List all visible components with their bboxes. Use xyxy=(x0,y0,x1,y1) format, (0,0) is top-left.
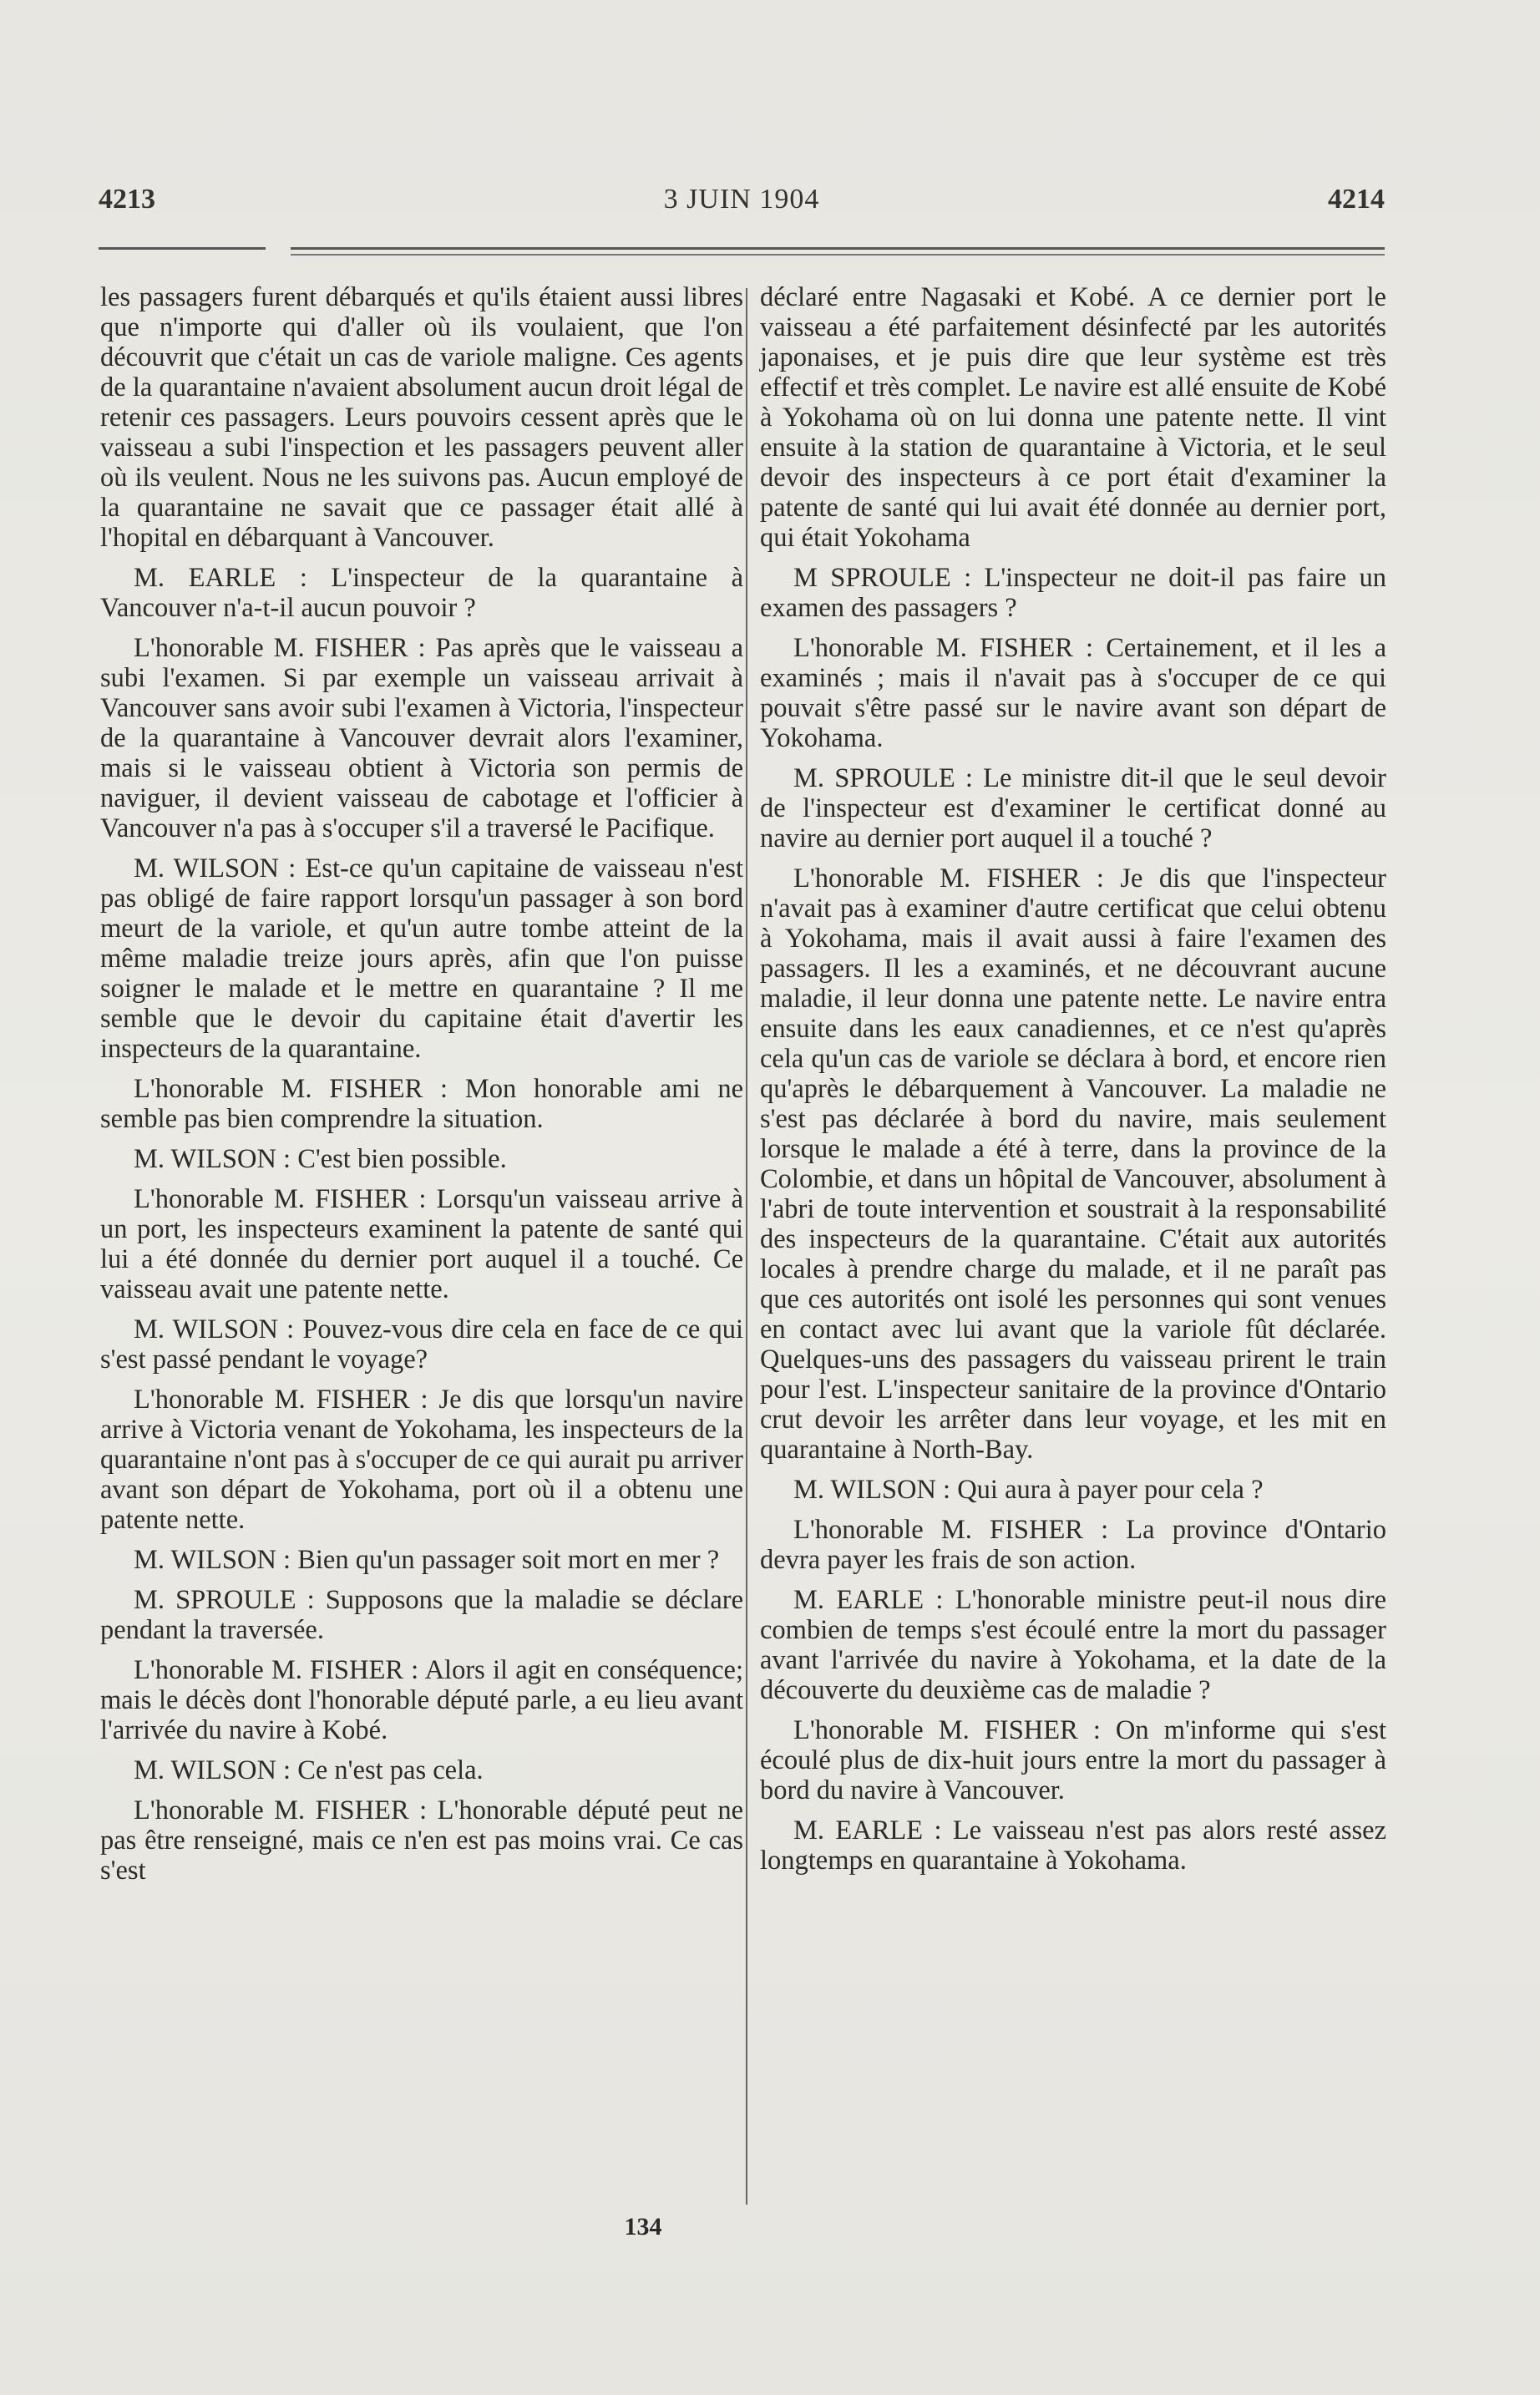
column-divider xyxy=(746,288,747,2205)
paragraph: L'honorable M. FISHER : Je dis que l'inspecteur n'avait pas à examiner d'autre certificat que celui obtenu à Yokohama, mais il avait aussi à faire l'examen des passagers. Il les a examinés, et ne découvrant aucune maladie, il leur donna une patente nette. Le navire entra ensuite dans les eaux canadiennes, et ce n'est qu'après cela qu'un cas de variole se déclara à bord, et encore rien qu'après le débarquement à Vancouver. La maladie ne s'est pas déclarée à bord du navire, mais seulement lorsque le malade a été à terre, dans la province de la Colombie, et dans un hôpital de Vancouver, absolument à l'abri de toute intervention et soustrait à la responsabilité des inspecteurs de la quarantaine. C'était aux autorités locales à prendre charge du malade, et il ne paraît pas que ces autorités ont isolé les personnes qui sont venues en contact avec lui avant que la variole fût déclarée. Quelques-uns des passagers du vaisseau prirent le train pour l'est. L'inspecteur sanitaire de la province d'Ontario crut devoir les arrêter dans leur voyage, et les mit en quarantaine à North-Bay. xyxy=(760,863,1386,1465)
paragraph: M. EARLE : L'honorable ministre peut-il nous dire combien de temps s'est écoulé entre la mort du passager avant l'arrivée du navire à Yokohama, et la date de la découverte du deuxième cas de maladie ? xyxy=(760,1585,1386,1705)
paragraph: L'honorable M. FISHER : Je dis que lorsqu'un navire arrive à Victoria venant de Yokohama, les inspecteurs de la quarantaine n'ont pas à s'occuper de ce qui aurait pu arriver avant son départ de Yokohama, port où il a obtenu une patente nette. xyxy=(100,1385,743,1535)
paragraph: M. WILSON : Bien qu'un passager soit mort en mer ? xyxy=(134,1545,720,1575)
paragraph: M SPROULE : L'inspecteur ne doit-il pas faire un examen des passagers ? xyxy=(760,563,1386,623)
paragraph: M. SPROULE : Supposons que la maladie se déclare pendant la traversée. xyxy=(100,1585,743,1645)
page-header xyxy=(99,184,1385,234)
paragraph: déclaré entre Nagasaki et Kobé. A ce dernier port le vaisseau a été parfaitement désinfecté par les autorités japonaises, et je puis dire que leur système est très effectif et très complet. Le navire est allé ensuite de Kobé à Yokohama où on lui donna une patente nette. Il vint ensuite à la station de quarantaine à Victoria, et le seul devoir des inspecteurs à ce port était d'examiner la patente de santé qui lui avait été donnée au dernier port, qui était Yokohama xyxy=(760,282,1386,553)
paragraph: L'honorable M. FISHER : Pas après que le vaisseau a subi l'examen. Si par exemple un vaisseau arrivait à Vancouver sans avoir subi l'examen à Victoria, l'inspecteur de la quarantaine à Vancouver devrait alors l'examiner, mais si le vaisseau obtient à Victoria son permis de naviguer, il devient vaisseau de cabotage et l'officier à Vancouver n'a pas à s'occuper s'il a traversé le Pacifique. xyxy=(100,633,743,843)
folio-number: 134 xyxy=(624,2213,662,2241)
header-rule-long xyxy=(291,247,1385,250)
paragraph: M. WILSON : Pouvez-vous dire cela en face de ce qui s'est passé pendant le voyage? xyxy=(100,1314,743,1375)
paragraph: M. SPROULE : Le ministre dit-il que le seul devoir de l'inspecteur est d'examiner le certificat donné au navire au dernier port auquel il a touché ? xyxy=(760,763,1386,853)
paragraph: M. WILSON : Est-ce qu'un capitaine de vaisseau n'est pas obligé de faire rapport lorsqu'un passager à son bord meurt de la variole, et qu'un autre tombe atteint de la même maladie treize jours après, afin que l'on puisse soigner le malade et le mettre en quarantaine ? Il me semble que le devoir du capitaine était d'avertir les inspecteurs de la quarantaine. xyxy=(100,853,743,1064)
paragraph: L'honorable M. FISHER : Alors il agit en conséquence; mais le décès dont l'honorable député parle, a eu lieu avant l'arrivée du navire à Kobé. xyxy=(100,1655,743,1745)
page-number-right: 4214 xyxy=(1328,184,1385,215)
page-number-left: 4213 xyxy=(99,184,155,215)
paragraph: M. EARLE : L'inspecteur de la quarantaine à Vancouver n'a-t-il aucun pouvoir ? xyxy=(100,563,743,623)
left-column xyxy=(100,282,743,1896)
header-rules xyxy=(99,244,1385,261)
paragraph: les passagers furent débarqués et qu'ils étaient aussi libres que n'importe qui d'aller où ils voulaient, que l'on découvrit que c'était un cas de variole maligne. Ces agents de la quarantaine n'avaient absolument aucun droit légal de retenir ces passagers. Leurs pouvoirs cessent après que le vaisseau a subi l'inspection et les passagers peuvent aller où ils veulent. Nous ne les suivons pas. Aucun employé de la quarantaine ne savait que ce passager était allé à l'hopital en débarquant à Vancouver. xyxy=(100,282,743,553)
header-rule-thin xyxy=(291,254,1385,256)
paragraph: M. WILSON : C'est bien possible. xyxy=(134,1144,507,1174)
paragraph: L'honorable M. FISHER : L'honorable député peut ne pas être renseigné, mais ce n'en est pas moins vrai. Ce cas s'est xyxy=(100,1795,743,1886)
paragraph: L'honorable M. FISHER : Lorsqu'un vaisseau arrive à un port, les inspecteurs examinent la patente de santé qui lui a été donnée du dernier port auquel il a touché. Ce vaisseau avait une patente nette. xyxy=(100,1184,743,1304)
paragraph: L'honorable M. FISHER : Mon honorable ami ne semble pas bien comprendre la situation. xyxy=(100,1074,743,1134)
paragraph: L'honorable M. FISHER : Certainement, et il les a examinés ; mais il n'avait pas à s'occuper de ce qui pouvait s'être passé sur le navire avant son départ de Yokohama. xyxy=(760,633,1386,753)
paragraph: M. EARLE : Le vaisseau n'est pas alors resté assez longtemps en quarantaine à Yokohama. xyxy=(760,1815,1386,1876)
paragraph: L'honorable M. FISHER : La province d'Ontario devra payer les frais de son action. xyxy=(760,1515,1386,1575)
header-rule-short xyxy=(99,247,266,250)
right-column xyxy=(760,282,1386,1886)
paragraph: L'honorable M. FISHER : On m'informe qui s'est écoulé plus de dix-huit jours entre la mort du passager à bord du navire à Vancouver. xyxy=(760,1715,1386,1805)
paragraph: M. WILSON : Ce n'est pas cela. xyxy=(134,1755,484,1785)
paragraph: M. WILSON : Qui aura à payer pour cela ? xyxy=(793,1475,1264,1505)
header-date: 3 JUIN 1904 xyxy=(663,184,820,215)
